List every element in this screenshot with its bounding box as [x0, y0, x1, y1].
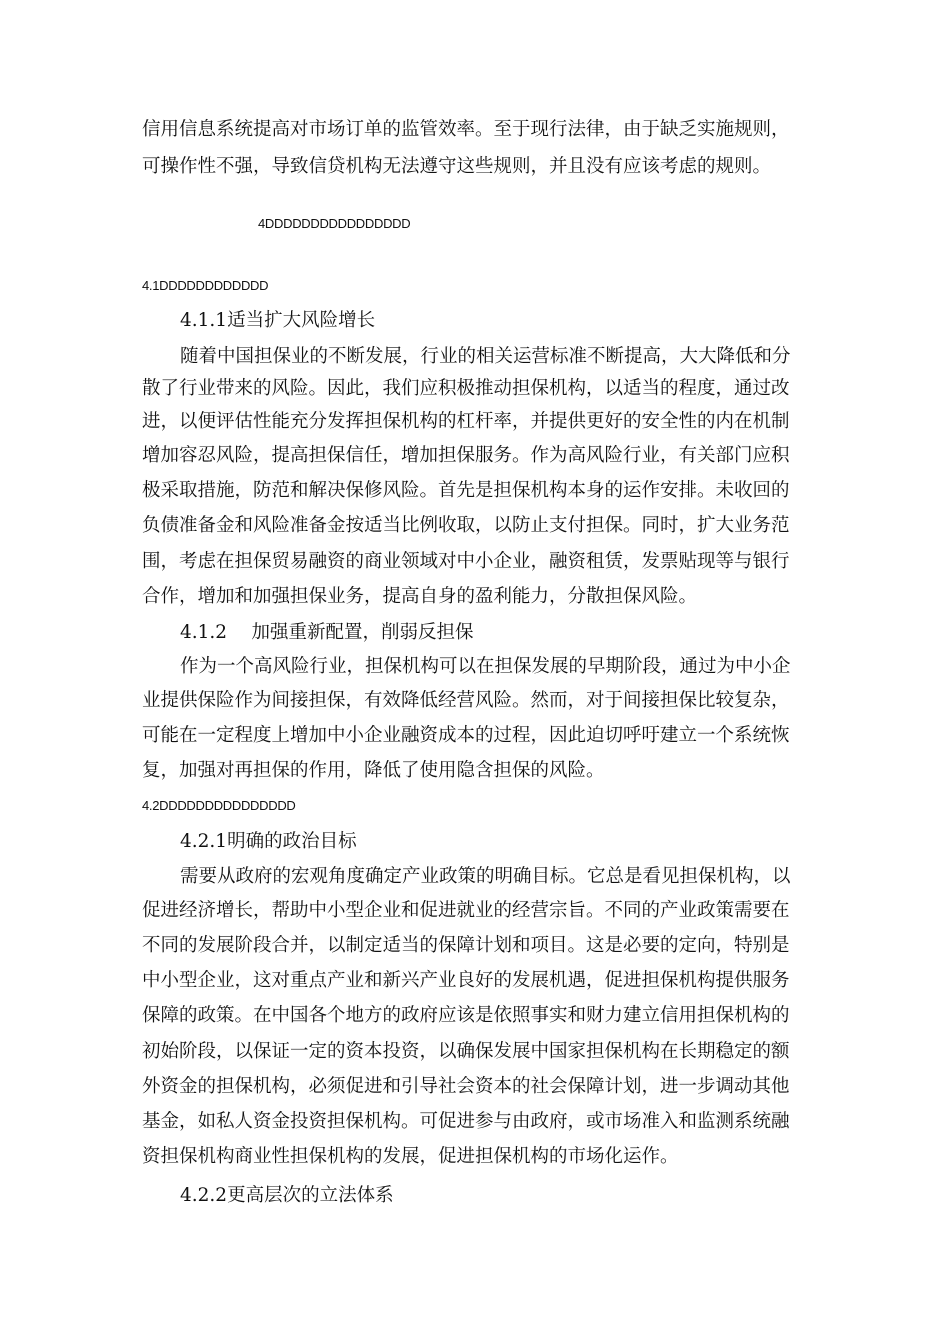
paragraph-line: 不同的发展阶段合并，以制定适当的保障计划和项目。这是必要的定向，特别是 [142, 935, 790, 956]
section-heading: 4.2DDDDDDDDDDDDDDD [142, 798, 296, 813]
paragraph-line: 围，考虑在担保贸易融资的商业领域对中小企业，融资租赁，发票贴现等与银行 [142, 551, 790, 572]
paragraph-line: 促进经济增长，帮助中小型企业和促进就业的经营宗旨。不同的产业政策需要在 [142, 900, 790, 921]
paragraph-line: 外资金的担保机构，必须促进和引导社会资本的社会保障计划，进一步调动其他 [142, 1076, 790, 1097]
subsection-heading: 4.1.2 加强重新配置，削弱反担保 [180, 622, 474, 643]
subsection-heading: 4.2.1明确的政治目标 [180, 831, 357, 852]
paragraph-line: 随着中国担保业的不断发展，行业的相关运营标准不断提高，大大降低和分 [180, 346, 791, 367]
subsection-heading: 4.2.2更高层次的立法体系 [180, 1185, 394, 1206]
paragraph-line: 合作，增加和加强担保业务，提高自身的盈利能力，分散担保风险。 [142, 586, 698, 607]
paragraph-line: 业提供保险作为间接担保，有效降低经营风险。然而，对于间接担保比较复杂， [142, 690, 790, 711]
paragraph-line: 可操作性不强，导致信贷机构无法遵守这些规则，并且没有应该考虑的规则。 [142, 156, 772, 177]
paragraph-line: 中小型企业，这对重点产业和新兴产业良好的发展机遇，促进担保机构提供服务 [142, 970, 790, 991]
paragraph-line: 作为一个高风险行业，担保机构可以在担保发展的早期阶段，通过为中小企 [180, 656, 791, 677]
paragraph-line: 散了行业带来的风险。因此，我们应积极推动担保机构，以适当的程度，通过改 [142, 378, 790, 399]
paragraph-line: 需要从政府的宏观角度确定产业政策的明确目标。它总是看见担保机构，以 [180, 866, 791, 887]
section-heading: 4.1DDDDDDDDDDDD [142, 278, 269, 293]
paragraph-line: 可能在一定程度上增加中小企业融资成本的过程，因此迫切呼吁建立一个系统恢 [142, 725, 790, 746]
paragraph-line: 复，加强对再担保的作用，降低了使用隐含担保的风险。 [142, 760, 605, 781]
subsection-heading: 4.1.1适当扩大风险增长 [180, 310, 376, 331]
paragraph-line: 极采取措施，防范和解决保修风险。首先是担保机构本身的运作安排。未收回的 [142, 480, 790, 501]
paragraph-line: 资担保机构商业性担保机构的发展，促进担保机构的市场化运作。 [142, 1146, 679, 1167]
paragraph-line: 初始阶段，以保证一定的资本投资，以确保发展中国家担保机构在长期稳定的额 [142, 1041, 790, 1062]
chapter-heading: 4DDDDDDDDDDDDDDDD [258, 216, 411, 231]
paragraph-line: 进，以便评估性能充分发挥担保机构的杠杆率，并提供更好的安全性的内在机制 [142, 411, 790, 432]
paragraph-line: 保障的政策。在中国各个地方的政府应该是依照事实和财力建立信用担保机构的 [142, 1005, 790, 1026]
paragraph-line: 增加容忍风险，提高担保信任，增加担保服务。作为高风险行业，有关部门应积 [142, 445, 790, 466]
paragraph-line: 信用信息系统提高对市场订单的监管效率。至于现行法律，由于缺乏实施规则， [142, 119, 790, 140]
paragraph-line: 基金，如私人资金投资担保机构。可促进参与由政府，或市场准入和监测系统融 [142, 1111, 790, 1132]
paragraph-line: 负债准备金和风险准备金按适当比例收取，以防止支付担保。同时，扩大业务范 [142, 515, 790, 536]
